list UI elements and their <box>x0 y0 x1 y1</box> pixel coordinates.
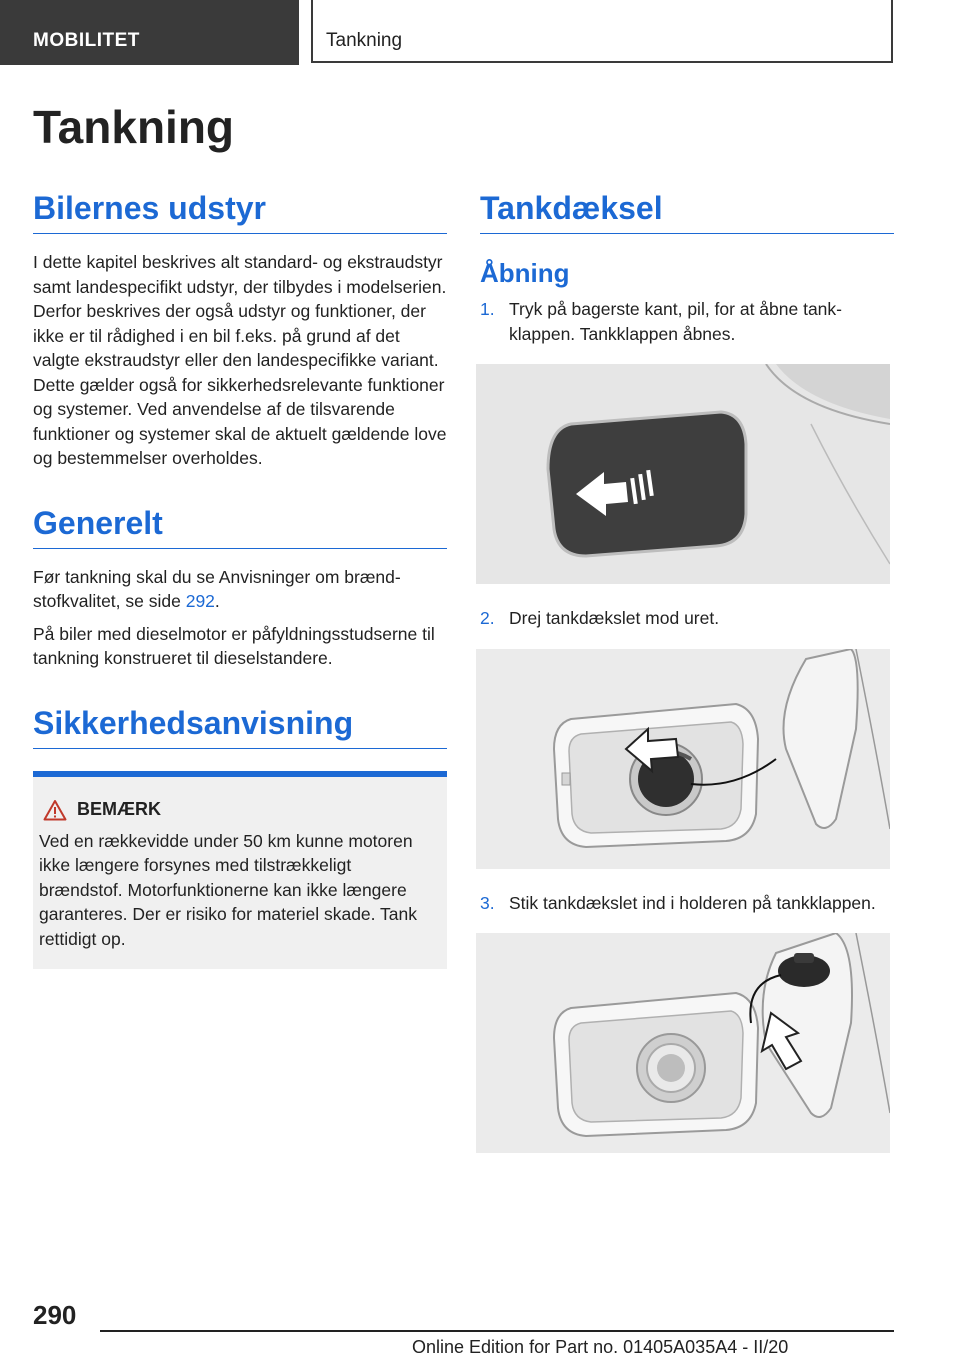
header-section-tab <box>0 0 299 65</box>
notice-box <box>33 771 447 970</box>
step-1-number: 1. <box>480 299 495 319</box>
page-title: Tankning <box>33 101 235 153</box>
step-1 <box>480 297 894 346</box>
page-reference-link[interactable]: 292 <box>185 591 215 611</box>
general-paragraph-2: På biler med dieselmotor er påfyldningsstudserne til tankning konstrueret til dieselstandere. <box>33 623 435 668</box>
step-3 <box>480 891 894 916</box>
section-title-safety: Sikkerhedsanvisning <box>33 705 447 749</box>
figure-fuel-cap-holder <box>476 933 890 1153</box>
general-paragraph-1 <box>33 565 447 614</box>
step-2 <box>480 606 894 631</box>
section-title-equipment: Bilernes udstyr <box>33 190 447 234</box>
notice-header <box>39 799 437 821</box>
equipment-paragraph: I dette kapitel beskrives alt standard- og ekstraudstyr samt landespecifikt udstyr, der tilbydes i modelserien. Derfor beskrives der også udstyr og funktioner, der ikke er til rådighed i en bil f.eks. på grund af det valgte ekstraudstyr eller den landespecifikke variant. Dette gælder også for sikkerhedsrelevante funktioner og systemer. Ved anvendelse af de tilsvarende funktioner og systemer skal de aktuelt gældende love og bestemmelser overholdes. <box>33 252 447 468</box>
step-2-text: Drej tankdækslet mod uret. <box>509 608 720 628</box>
notice-text: Ved en rækkevidde under 50 km kunne motoren ikke længere forsynes med tilstrækkeligt brændstof. Motorfunktionerne kan ikke længere garanteres. Der er risiko for materiel skade. Tank rettidigt op. <box>39 830 418 949</box>
right-column <box>480 190 894 1175</box>
figure-fuel-flap-press <box>476 364 890 584</box>
step-1-text: Tryk på bagerste kant, pil, for at åbne tankklappen. Tankklappen åbnes. <box>509 299 842 344</box>
header-section-label: MOBILITET <box>33 30 140 51</box>
footer-edition-text: Online Edition for Part no. 01405A035A4 - II/20 <box>412 1337 789 1357</box>
general-text: Før tankning skal du se Anvisninger om brændstofkvalitet, se side <box>33 566 401 611</box>
header-chapter-tab <box>311 0 893 63</box>
figure-fuel-cap-turn <box>476 649 890 869</box>
footer-divider <box>100 1330 894 1332</box>
notice-label: BEMÆRK <box>77 799 161 819</box>
left-column <box>33 190 447 969</box>
header-chapter-label: Tankning <box>326 30 403 51</box>
step-3-number: 3. <box>480 892 495 913</box>
step-2-number: 2. <box>480 608 495 628</box>
subsection-title-opening: Åbning <box>480 258 570 288</box>
warning-triangle-icon <box>43 799 67 821</box>
section-title-general: Generelt <box>33 505 447 549</box>
section-title-fuel-cap: Tankdæksel <box>480 190 894 234</box>
general-text-end: . <box>214 591 220 611</box>
page-number: 290 <box>33 1300 77 1330</box>
step-3-text: Stik tankdækslet ind i holderen på tankklappen. <box>509 892 876 913</box>
